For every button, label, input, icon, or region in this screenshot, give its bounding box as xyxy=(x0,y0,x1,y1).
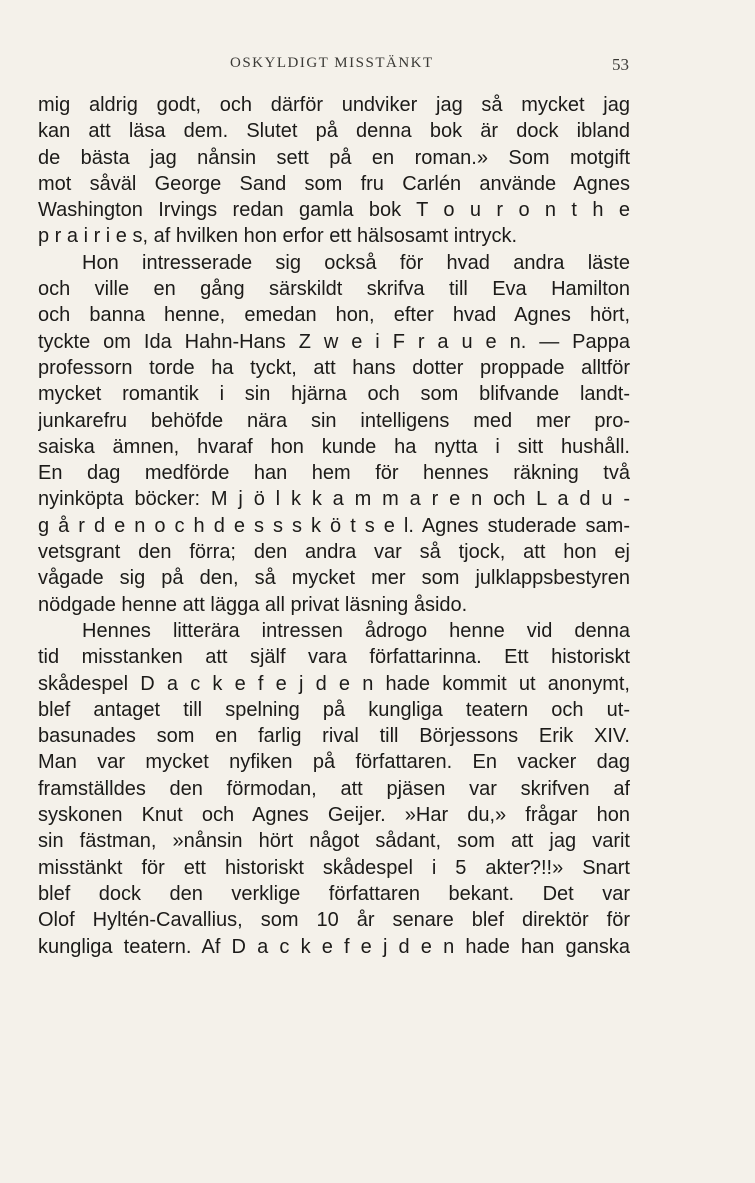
text-line: nyinköpta böcker: M j ö l k k a m m a r e n och L a d u - xyxy=(38,488,630,511)
text-line: och banna henne, emedan hon, efter hvad Agnes hört, xyxy=(38,304,630,327)
body-text xyxy=(38,92,630,960)
paragraph-start-line: Hon intresserade sig också för hvad andra läste xyxy=(82,251,630,274)
text-line: tid misstanken att själf vara författarinna. Ett historiskt xyxy=(38,646,630,669)
text-line: och ville en gång särskildt skrifva till Eva Hamilton xyxy=(38,278,630,301)
text-line: blef dock den verklige författaren bekant. Det var xyxy=(38,882,630,905)
text-line: basunades som en farlig rival till Börjessons Erik XIV. xyxy=(38,725,630,748)
text-line: mot såväl George Sand som fru Carlén använde Agnes xyxy=(38,172,630,195)
text-line: g å r d e n o c h d e s s s k ö t s e l. Agnes studerade sam- xyxy=(38,514,630,537)
text-line: mycket romantik i sin hjärna och som blifvande landt- xyxy=(38,383,630,406)
text-line: de bästa jag nånsin sett på en roman.» Som motgift xyxy=(38,146,630,169)
text-line: misstänkt för ett historiskt skådespel i 5 akter?!!» Snart xyxy=(38,856,630,879)
text-line: saiska ämnen, hvaraf hon kunde ha nytta i sitt hushåll. xyxy=(38,435,630,458)
running-title: OSKYLDIGT MISSTÄNKT xyxy=(230,55,434,71)
page-number: 53 xyxy=(612,55,629,74)
text-line: kan att läsa dem. Slutet på denna bok är dock ibland xyxy=(38,120,630,143)
text-line: junkarefru behöfde nära sin intelligens med mer pro- xyxy=(38,409,630,432)
text-line: blef antaget till spelning på kungliga teatern och ut- xyxy=(38,698,630,721)
text-line: Washington Irvings redan gamla bok T o u r o n t h e xyxy=(38,199,630,222)
text-line: tyckte om Ida Hahn-Hans Z w e i F r a u e n. — Pappa xyxy=(38,330,630,353)
text-line: Man var mycket nyfiken på författaren. En vacker dag xyxy=(38,751,630,774)
text-line: nödgade henne att lägga all privat läsning åsido. xyxy=(38,593,468,616)
text-line: syskonen Knut och Agnes Geijer. »Har du,» frågar hon xyxy=(38,804,630,827)
text-line: mig aldrig godt, och därför undviker jag så mycket jag xyxy=(38,94,630,116)
text-line: framställdes den förmodan, att pjäsen var skrifven af xyxy=(38,777,630,800)
text-line: Olof Hyltén-Cavallius, som 10 år senare blef direktör för xyxy=(38,909,630,932)
text-line: vetsgrant den förra; den andra var så tjock, att hon ej xyxy=(38,541,630,564)
text-line: vågade sig på den, så mycket mer som julklappsbestyren xyxy=(38,567,630,590)
paragraph-start-line: Hennes litterära intressen ådrogo henne vid denna xyxy=(82,619,630,642)
text-line: sin fästman, »nånsin hört något sådant, som att jag varit xyxy=(38,830,630,853)
text-line: professorn torde ha tyckt, att hans dotter proppade alltför xyxy=(38,356,630,379)
text-line: kungliga teatern. Af D a c k e f e j d e n hade han ganska xyxy=(38,935,630,958)
text-line: skådespel D a c k e f e j d e n hade kommit ut anonymt, xyxy=(38,672,630,695)
text-line: En dag medförde han hem för hennes räkning två xyxy=(38,462,630,485)
text-line: p r a i r i e s, af hvilken hon erfor ett hälsosamt intryck. xyxy=(38,225,518,248)
